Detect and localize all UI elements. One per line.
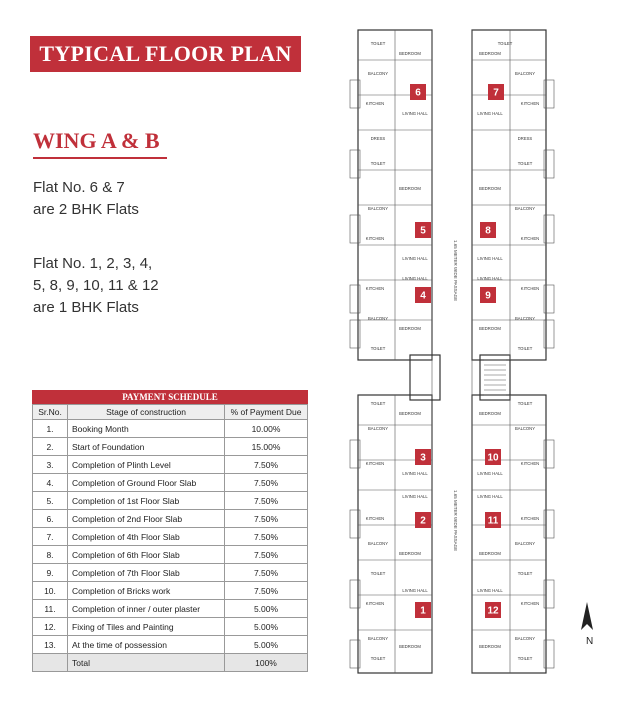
room-label: LIVING HALL: [477, 471, 503, 476]
table-total-row: [33, 654, 308, 672]
room-label: BEDROOM: [399, 644, 421, 649]
table-cell: 5.: [33, 492, 68, 510]
room-label: KITCHEN: [365, 601, 385, 606]
room-label: BALCONY: [367, 426, 389, 431]
room-label: BEDROOM: [399, 186, 421, 191]
room-label: KITCHEN: [365, 461, 385, 466]
room-label: TOILET: [497, 41, 513, 46]
passage-label: 1.65 METER WIDE PASSAGE: [453, 240, 458, 302]
room-label: BALCONY: [367, 206, 389, 211]
flat-number: 10: [487, 452, 499, 464]
table-row: [33, 492, 308, 510]
room-label: TOILET: [370, 161, 386, 166]
table-cell: Fixing of Tiles and Painting: [68, 618, 225, 636]
table-cell: Completion of 6th Floor Slab: [68, 546, 225, 564]
room-label: BALCONY: [367, 71, 389, 76]
table-row: [33, 546, 308, 564]
table-cell: 5.00%: [225, 600, 308, 618]
room-label: LIVING HALL: [402, 276, 428, 281]
table-row: [33, 474, 308, 492]
building-outline: [472, 395, 546, 673]
room-label: BALCONY: [514, 206, 536, 211]
room-label: BEDROOM: [479, 644, 501, 649]
table-cell: 6.: [33, 510, 68, 528]
room-label: BALCONY: [367, 316, 389, 321]
total-value: 100%: [225, 654, 308, 672]
table-cell: 7.50%: [225, 456, 308, 474]
table-cell: 4.: [33, 474, 68, 492]
room-label: BEDROOM: [479, 411, 501, 416]
floor-plan: [330, 20, 555, 675]
table-row: [33, 582, 308, 600]
room-label: BALCONY: [514, 71, 536, 76]
room-label: LIVING HALL: [402, 471, 428, 476]
room-label: KITCHEN: [520, 516, 540, 521]
room-label: BEDROOM: [399, 51, 421, 56]
room-label: BALCONY: [514, 636, 536, 641]
table-row: [33, 456, 308, 474]
room-label: LIVING HALL: [477, 494, 503, 499]
table-cell: 7.50%: [225, 546, 308, 564]
payment-schedule-table: [32, 404, 308, 672]
table-cell: 10.00%: [225, 420, 308, 438]
room-label: LIVING HALL: [402, 111, 428, 116]
table-cell: 5.00%: [225, 618, 308, 636]
room-label: BALCONY: [367, 541, 389, 546]
flat-number: 3: [420, 452, 426, 464]
room-label: KITCHEN: [365, 286, 385, 291]
room-label: KITCHEN: [520, 461, 540, 466]
table-cell: 12.: [33, 618, 68, 636]
table-cell: 10.: [33, 582, 68, 600]
room-label: BALCONY: [367, 636, 389, 641]
table-cell: Completion of inner / outer plaster: [68, 600, 225, 618]
table-cell: 2.: [33, 438, 68, 456]
table-row: [33, 636, 308, 654]
table-cell: At the time of possession: [68, 636, 225, 654]
table-cell: 7.50%: [225, 510, 308, 528]
room-label: BEDROOM: [479, 186, 501, 191]
room-label: BALCONY: [514, 316, 536, 321]
room-label: KITCHEN: [520, 236, 540, 241]
table-cell: Completion of 7th Floor Slab: [68, 564, 225, 582]
table-cell: 7.50%: [225, 492, 308, 510]
room-label: TOILET: [370, 346, 386, 351]
room-label: TOILET: [370, 401, 386, 406]
stair-block: [410, 355, 440, 400]
table-cell: Booking Month: [68, 420, 225, 438]
north-label: N: [586, 636, 594, 647]
info-2bhk: [33, 177, 139, 221]
table-cell: 7.50%: [225, 528, 308, 546]
info-1bhk: [33, 253, 159, 319]
room-label: KITCHEN: [520, 101, 540, 106]
table-cell: 7.50%: [225, 474, 308, 492]
flat-number: 11: [487, 515, 499, 527]
info-line: Flat No. 6 & 7: [33, 179, 125, 196]
page-title: TYPICAL FLOOR PLAN: [30, 36, 301, 72]
table-row: [33, 600, 308, 618]
table-cell: 3.: [33, 456, 68, 474]
room-label: KITCHEN: [365, 516, 385, 521]
wing-underline: [33, 157, 167, 159]
passage-label: 1.65 METER WIDE PASSAGE: [453, 490, 458, 552]
table-cell: 8.: [33, 546, 68, 564]
table-cell: Completion of 2nd Floor Slab: [68, 510, 225, 528]
table-cell: 7.: [33, 528, 68, 546]
table-cell: 1.: [33, 420, 68, 438]
room-label: BEDROOM: [399, 411, 421, 416]
room-label: KITCHEN: [365, 236, 385, 241]
room-label: LIVING HALL: [402, 494, 428, 499]
flat-number: 9: [485, 290, 491, 302]
room-label: TOILET: [517, 161, 533, 166]
column-header: Sr.No.: [33, 405, 68, 420]
column-header: % of Payment Due: [225, 405, 308, 420]
room-label: DRESS: [517, 136, 533, 141]
room-label: BALCONY: [514, 541, 536, 546]
room-label: TOILET: [370, 41, 386, 46]
table-cell: 9.: [33, 564, 68, 582]
info-line: are 2 BHK Flats: [33, 201, 139, 218]
north-arrow-icon: [578, 600, 596, 634]
flat-number: 5: [420, 225, 426, 237]
room-label: BEDROOM: [479, 51, 501, 56]
table-cell: 11.: [33, 600, 68, 618]
table-cell: Completion of 4th Floor Slab: [68, 528, 225, 546]
room-label: BALCONY: [514, 426, 536, 431]
flat-number: 8: [485, 225, 491, 237]
flat-number: 4: [420, 290, 426, 302]
room-label: KITCHEN: [520, 601, 540, 606]
table-row: [33, 510, 308, 528]
flat-number: 1: [420, 605, 426, 617]
room-label: LIVING HALL: [402, 588, 428, 593]
room-label: TOILET: [370, 656, 386, 661]
table-row: [33, 618, 308, 636]
room-label: LIVING HALL: [477, 256, 503, 261]
info-line: 5, 8, 9, 10, 11 & 12: [33, 277, 159, 294]
room-label: LIVING HALL: [477, 111, 503, 116]
room-label: LIVING HALL: [477, 276, 503, 281]
room-label: DRESS: [370, 136, 386, 141]
table-row: [33, 564, 308, 582]
room-label: BEDROOM: [479, 326, 501, 331]
room-label: KITCHEN: [365, 101, 385, 106]
flat-number: 7: [493, 87, 499, 99]
room-label: TOILET: [517, 571, 533, 576]
column-header: Stage of construction: [68, 405, 225, 420]
table-cell: 13.: [33, 636, 68, 654]
table-cell: Completion of Plinth Level: [68, 456, 225, 474]
room-label: LIVING HALL: [402, 256, 428, 261]
flat-number: 6: [415, 87, 421, 99]
table-row: [33, 420, 308, 438]
room-label: TOILET: [517, 656, 533, 661]
room-label: BEDROOM: [479, 551, 501, 556]
info-line: Flat No. 1, 2, 3, 4,: [33, 255, 153, 272]
table-cell: Completion of 1st Floor Slab: [68, 492, 225, 510]
room-label: LIVING HALL: [477, 588, 503, 593]
wing-heading: WING A & B: [33, 128, 160, 153]
room-label: BEDROOM: [399, 551, 421, 556]
table-cell: Completion of Bricks work: [68, 582, 225, 600]
table-header-row: [33, 405, 308, 420]
room-label: TOILET: [517, 346, 533, 351]
table-row: [33, 438, 308, 456]
table-cell: 7.50%: [225, 564, 308, 582]
payment-schedule-heading: PAYMENT SCHEDULE: [32, 390, 308, 404]
table-cell: 7.50%: [225, 582, 308, 600]
table-row: [33, 528, 308, 546]
table-cell: 5.00%: [225, 636, 308, 654]
info-line: are 1 BHK Flats: [33, 299, 139, 316]
room-label: BEDROOM: [399, 326, 421, 331]
total-label: Total: [68, 654, 225, 672]
table-cell: 15.00%: [225, 438, 308, 456]
room-label: TOILET: [517, 401, 533, 406]
flat-number: 2: [420, 515, 426, 527]
table-cell: Completion of Ground Floor Slab: [68, 474, 225, 492]
stair-block: [480, 355, 510, 400]
table-cell: Start of Foundation: [68, 438, 225, 456]
room-label: TOILET: [370, 571, 386, 576]
building-outline: [472, 30, 546, 360]
room-label: KITCHEN: [520, 286, 540, 291]
flat-number: 12: [487, 605, 499, 617]
table-cell: [33, 654, 68, 672]
